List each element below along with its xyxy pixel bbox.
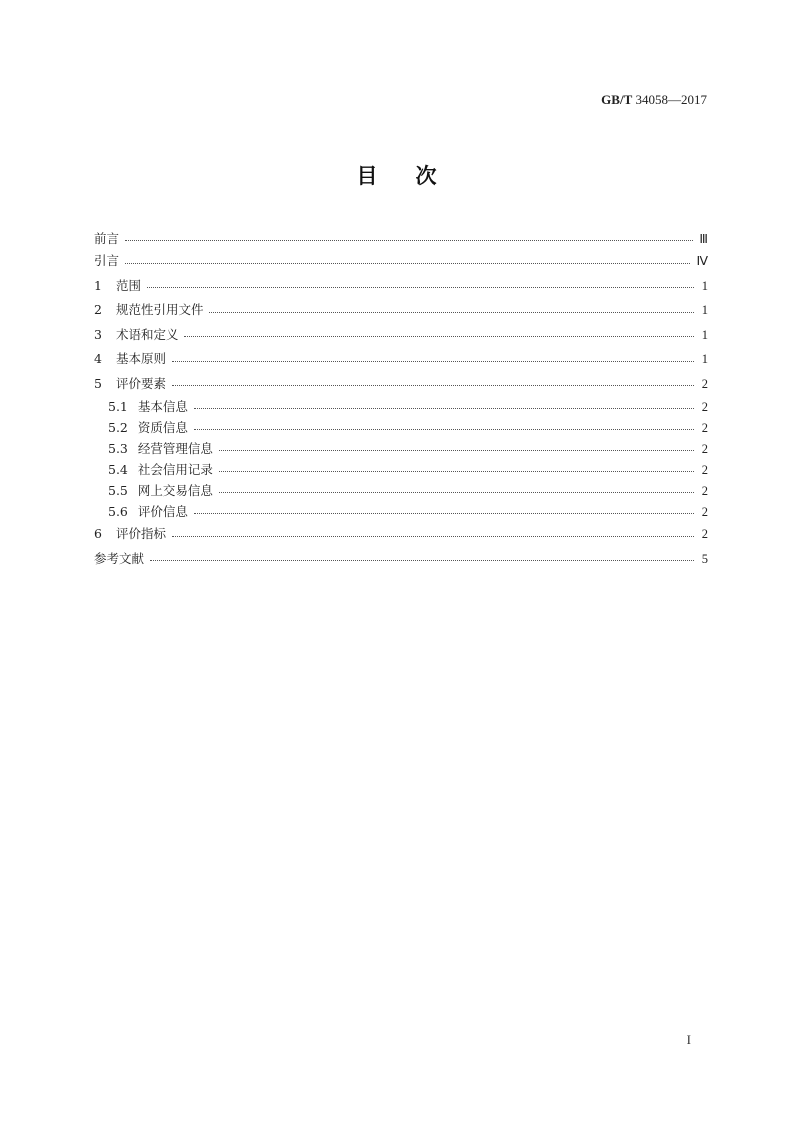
dot-leader (150, 560, 694, 561)
standard-prefix: GB/T (601, 92, 633, 107)
toc-entry-label: 评价要素 (115, 375, 166, 391)
toc-entry[interactable] (94, 438, 708, 459)
toc-entry[interactable] (94, 228, 708, 249)
toc-entry[interactable] (94, 396, 708, 417)
dot-leader (184, 336, 694, 337)
toc-entry[interactable] (94, 372, 708, 397)
toc-entry-label: 资质信息 (137, 420, 188, 435)
toc-entry-number: 1 (94, 277, 102, 293)
toc-entry[interactable] (94, 501, 708, 522)
toc-entry-label: 网上交易信息 (137, 483, 213, 498)
toc-entry-page: 1 (701, 327, 708, 342)
toc-entry-label: 基本原则 (115, 351, 166, 366)
dot-leader (172, 536, 694, 537)
toc-entry[interactable] (94, 274, 708, 299)
toc-entry-page: 2 (701, 421, 708, 435)
dot-leader (219, 492, 694, 493)
toc-entry-label: 范围 (115, 277, 141, 293)
toc-entry-page: 2 (701, 442, 708, 456)
dot-leader (125, 263, 690, 264)
page-number: I (686, 1032, 691, 1047)
toc-entry-number: 5.4 (108, 462, 128, 477)
toc-entry-page: 1 (701, 303, 708, 317)
toc-entry-label: 评价指标 (115, 526, 166, 541)
toc-entry-label: 评价信息 (137, 504, 188, 519)
toc-entry-page: 2 (701, 400, 708, 414)
toc-entry-label: 基本信息 (137, 399, 188, 414)
toc-entry-page: Ⅲ (699, 232, 708, 246)
dot-leader (194, 513, 694, 514)
dot-leader (194, 408, 694, 409)
toc-entry[interactable] (94, 323, 708, 348)
toc-entry-label: 社会信用记录 (137, 462, 213, 477)
toc-entry[interactable] (94, 459, 708, 480)
toc-entry-number: 2 (94, 302, 102, 317)
toc-entry[interactable] (94, 249, 708, 274)
page-title: 目次 (356, 164, 475, 188)
toc-entry-page: 2 (701, 463, 708, 477)
dot-leader (219, 471, 694, 472)
toc-entry-page: 1 (701, 278, 708, 293)
toc-entry-label: 参考文献 (94, 550, 145, 566)
toc-entry-number: 5.5 (108, 483, 128, 498)
toc-entry-number: 6 (94, 526, 102, 541)
dot-leader (172, 361, 694, 362)
dot-leader (125, 240, 693, 241)
toc-entry-number: 5 (94, 375, 102, 391)
toc-entry[interactable] (94, 547, 708, 572)
toc-entry-page: 2 (701, 505, 708, 519)
standard-number (601, 92, 707, 108)
toc-entry-number: 3 (94, 326, 102, 342)
toc-entry-page: 2 (701, 484, 708, 498)
table-of-contents (94, 228, 708, 571)
standard-code: 34058—2017 (635, 92, 707, 107)
dot-leader (219, 450, 694, 451)
toc-entry-number: 5.3 (108, 441, 128, 456)
toc-entry-page: 1 (701, 352, 708, 366)
toc-entry-number: 4 (94, 351, 102, 366)
toc-entry[interactable] (94, 298, 708, 323)
dot-leader (147, 287, 694, 288)
toc-entry-label: 引言 (94, 253, 120, 268)
toc-entry-page: Ⅳ (696, 254, 708, 268)
toc-entry[interactable] (94, 480, 708, 501)
toc-entry-number: 5.6 (108, 504, 128, 519)
toc-entry[interactable] (94, 347, 708, 372)
dot-leader (172, 385, 694, 386)
toc-entry-page: 2 (701, 527, 708, 541)
toc-entry-label: 规范性引用文件 (115, 302, 204, 317)
toc-entry-number: 5.1 (108, 399, 128, 414)
toc-entry-label: 术语和定义 (115, 326, 179, 342)
toc-entry-page: 2 (701, 376, 708, 391)
toc-entry-label: 经营管理信息 (137, 441, 213, 456)
toc-entry-page: 5 (701, 551, 708, 566)
toc-entry-number: 5.2 (108, 420, 128, 435)
toc-entry[interactable] (94, 522, 708, 547)
dot-leader (194, 429, 694, 430)
toc-entry[interactable] (94, 417, 708, 438)
toc-entry-label: 前言 (94, 231, 120, 246)
dot-leader (209, 312, 694, 313)
